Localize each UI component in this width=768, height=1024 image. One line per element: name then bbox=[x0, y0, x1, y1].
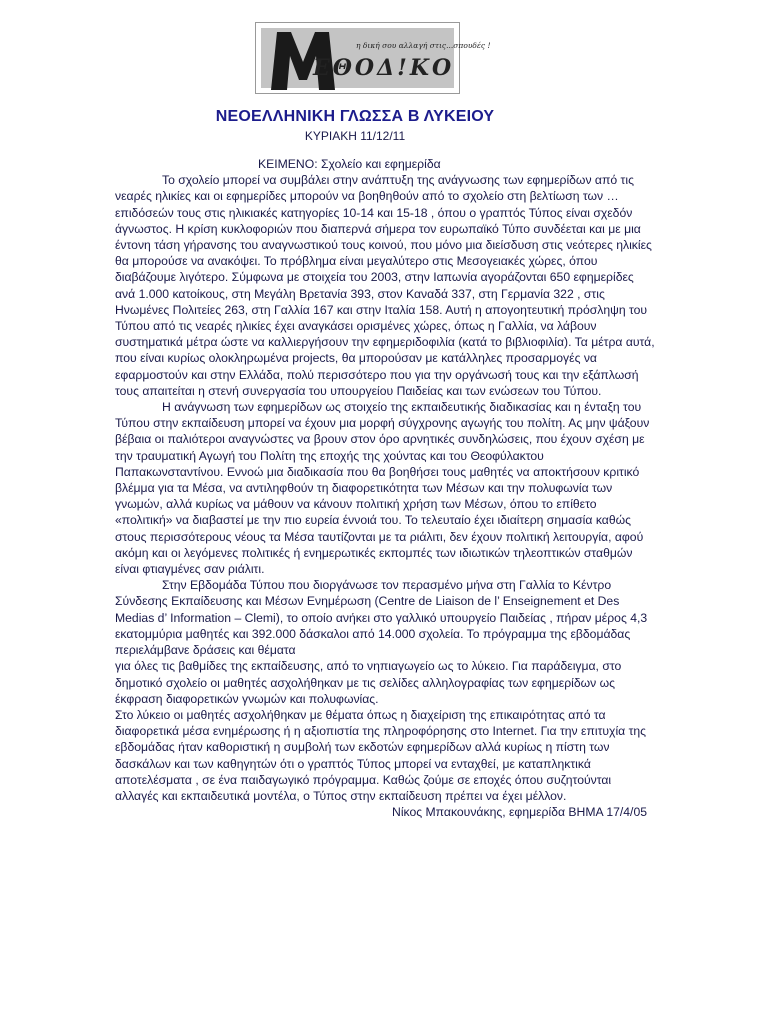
document-date: ΚΥΡΙΑΚΗ 11/12/11 bbox=[304, 129, 406, 143]
logo-tagline: η δική σου αλλαγή στις...σπουδές ! bbox=[356, 41, 491, 50]
article-heading: ΚΕΙΜΕΝΟ: Σχολείο και εφημερίδα bbox=[258, 157, 441, 171]
logo-name: ΕΘΟΔ!ΚΟ bbox=[313, 55, 455, 81]
paragraph-3: Στην Εβδομάδα Τύπου που διοργάνωσε τον περασμένο μήνα στη Γαλλία το Κέντρο Σύνδεσης Εκπαίδευσης και Μέσων Ενημέρωση (Centre de Liaison de l’ Enseignement et Des Medias d’ Information – Clemi), το οποίο ανήκει στο γαλλικό υπουργείο Παιδείας , πήραν μέρος 4,3 εκατομμύρια μαθητές και 392.000 δάσκαλοι από 14.000 σχολεία. Το πρόγραμμα της εβδομάδας περιελάμβανε δράσεις και θέματα bbox=[115, 578, 648, 658]
site-logo[interactable] bbox=[255, 22, 491, 94]
article-signature: Νίκος Μπακουνάκης, εφημερίδα ΒΗΜΑ 17/4/05 bbox=[392, 805, 647, 820]
paragraph-1: Το σχολείο μπορεί να συμβάλει στην ανάπτυξη της ανάγνωσης των εφημερίδων από τις νεαρές ηλικίες και οι εφημερίδες μπορούν να βοηθηθούν από το σχολείο στη βελτίωση των … επιδόσεών τους στις ηλικιακές κατηγορίες 10-14 και 15-18 , όπου ο γραπτός Τύπος είναι σχεδόν άγνωστος. Η κρίση κυκλοφοριών που διαπερνά σήμερα τον ευρωπαϊκό Τύπο συνδέεται και με μια έντονη τάση γήρανσης του αναγνωστικού τους κοινού, που μόνο μια διείσδυση στις νεότερες ηλικίες θα μπορούσε να ανακόψει. Το πρόβλημα είναι μεγαλύτερο στις Μεσογειακές χώρες, όπου διαβάζουμε λιγότερο. Σύμφωνα με στοιχεία του 2003, στην Ιαπωνία αγοράζονται 650 εφημερίδες ανά 1.000 κατοίκους, στη Μεγάλη Βρετανία 393, στον Καναδά 337, στη Γερμανία 322 , στις Ηνωμένες Πολιτείες 263, στη Γαλλία 167 και στην Ιταλία 158. Αυτή η απογοητευτική πρόσληψη του Τύπου από τις νεαρές ηλικίες έχει αναγκάσει ορισμένες χώρες, όπως η Γαλλία, να λάβουν συστηματικά μέτρα ώστε να καλλιεργήσουν την εφημεριδοφιλία (κατά το βιβλιοφιλία). Τα μέτρα αυτά, που είναι κυρίως ολοκληρωμένα projects, θα μπορούσαν με κατάλληλες προσαρμογές να εφαρμοστούν και στην Ελλάδα, πολύ περισσότερο που για την οργάνωσή τους και την εξάπλωσή τους απαιτείται η στενή συνεργασία του υπουργείου Παιδείας και των ενώσεων του Τύπου. bbox=[115, 173, 655, 398]
paragraph-4: για όλες τις βαθμίδες της εκπαίδευσης, από το νηπιαγωγείο ως το λύκειο. Για παράδειγμα, στο δημοτικό σχολείο οι μαθητές ασχολήθηκαν με τις σελίδες αλληλογραφίας των εφημερίδων ως έκφραση διαφορετικών γνωμών και πολυφωνίας. bbox=[115, 659, 622, 706]
logo-background bbox=[261, 28, 491, 88]
paragraph-2: Η ανάγνωση των εφημερίδων ως στοιχείο της εκπαιδευτικής διαδικασίας και η ένταξη του Τύπου στην εκπαίδευση μπορεί να έχουν μια μορφή σύγχρονης αγωγής του πολίτη. Ας μην ψάξουν βέβαια οι παλιότεροι αναγνώστες να βρουν στον όρο αρνητικές συνδηλώσεις, που έχουν σχέση με την τραυματική Αγωγή του Πολίτη της εποχής της χούντας και του Θεοφύλακτου Παπακωνσταντίνου. Εννοώ μια διαδικασία που θα βοηθήσει τους μαθητές να αποκτήσουν κριτικό βλέμμα για τα Μέσα, να αντιληφθούν τη διαφορετικότητα των Μέσων και την πολυφωνία των γνωμών, αλλά κυρίως να μάθουν να κάνουν πολιτική χρήση των Μέσων, όπου το επίθετο «πολιτική» να διαβαστεί με την πιο ευρεία έννοιά του. Το τελευταίο έχει ιδιαίτερη σημασία καθώς στους περισσότερους νέους τα Μέσα ταυτίζονται με τα ριάλιτι, δεν έχουν πολιτική λειτουργία, αφού ακόμη και οι λεγόμενες πολιτικές ή ενημερωτικές εκπομπές των ιδιωτικών τηλεοπτικών σταθμών είναι φτιαγμένες σαν ριάλιτι. bbox=[115, 400, 650, 577]
article-body bbox=[115, 156, 655, 820]
paragraph-5: Στο λύκειο οι μαθητές ασχολήθηκαν με θέματα όπως η διαχείριση της επικαιρότητας από τα διαφορετικά μέσα ενημέρωσης ή η αξιοπιστία της πληροφόρησης στο Internet. Για την επιτυχία της εβδομάδας ήταν καθοριστική η συμβολή των εκδοτών εφημερίδων αλλά κυρίως η πίστη των δασκάλων και των καθηγητών ότι ο γραπτός Τύπος μπορεί να ενταχθεί, με καταπληκτικά αποτελέσματα , σε ένα παιδαγωγικό πρόγραμμα. Καθώς ζούμε σε εποχές όπου συζητούνται αλλαγές και εκπαιδευτικά μοντέλα, ο Τύπος στην εκπαίδευση πρέπει να έχει μέλλον. bbox=[115, 707, 647, 803]
document-title: ΝΕΟΕΛΛΗΝΙΚΗ ΓΛΩΣΣΑ Β ΛΥΚΕΙΟΥ bbox=[215, 108, 495, 125]
